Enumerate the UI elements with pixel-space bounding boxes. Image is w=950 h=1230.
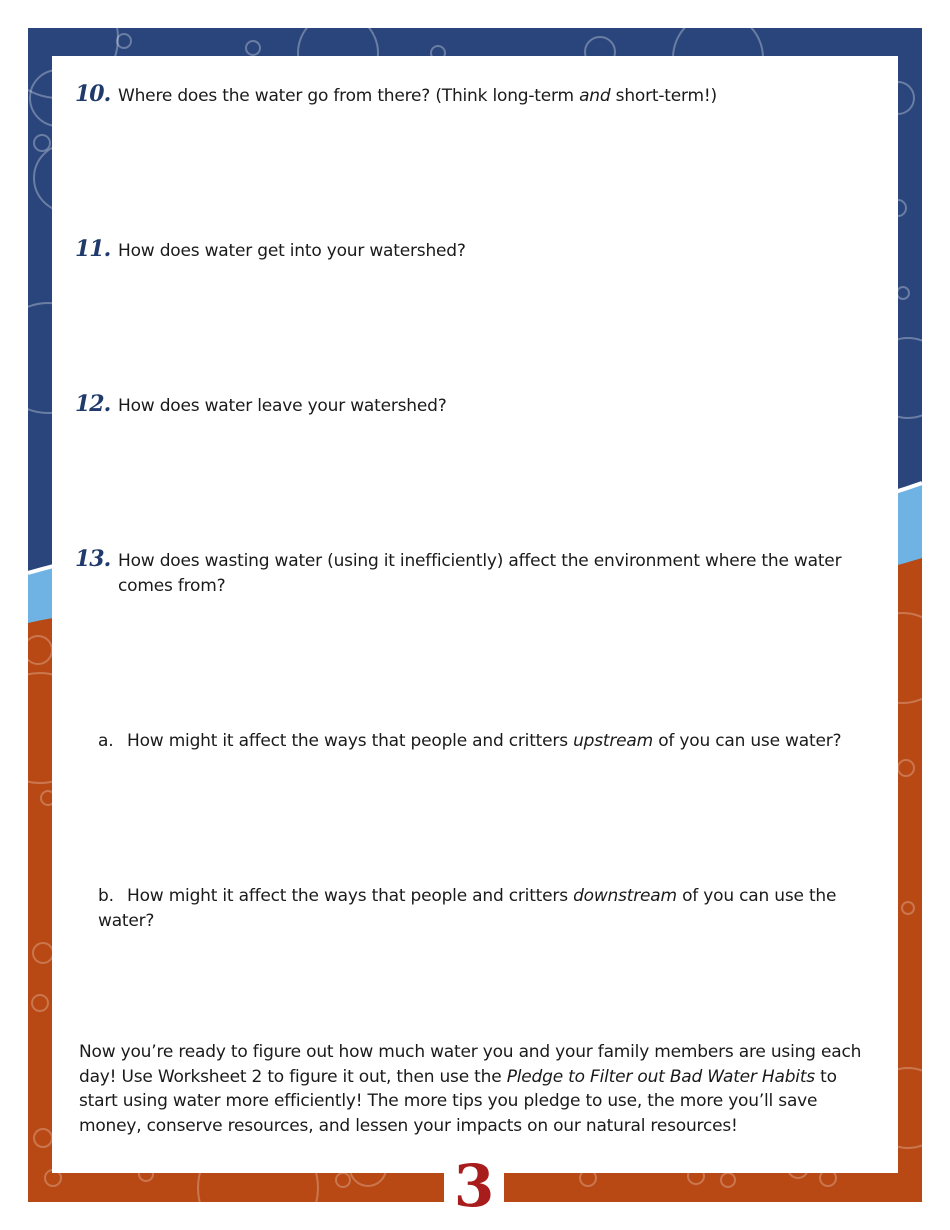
question-number: 11.	[75, 236, 111, 262]
sub-question-text: How might it affect the ways that people and critters upstream of you can use water?	[127, 731, 842, 751]
question-12	[75, 391, 865, 419]
question-text: Where does the water go from there? (Think long-term and short-term!)	[118, 86, 717, 106]
question-text: How does water get into your watershed?	[118, 241, 466, 261]
question-text: How does wasting water (using it inefficiently) affect the environment where the water comes from?	[118, 551, 842, 596]
sub-question-letter: b.	[98, 886, 114, 906]
closing-paragraph: Now you’re ready to figure out how much water you and your family members are using each day! Use Worksheet 2 to figure it out, then use the Pledge to Filter out Bad Water Habits to start using water more efficiently! The more tips you pledge to use, the more you’ll save money, conserve resources, and lessen your impacts on our natural resources!	[79, 1042, 862, 1136]
question-11	[75, 236, 865, 264]
question-number: 12.	[75, 391, 111, 417]
question-number: 10.	[75, 81, 111, 107]
worksheet-page	[52, 56, 898, 1173]
question-10	[75, 81, 865, 109]
sub-question-b	[98, 884, 878, 934]
question-text: How does water leave your watershed?	[118, 396, 447, 416]
question-number: 13.	[75, 546, 111, 572]
sub-question-letter: a.	[98, 731, 114, 751]
sub-question-text: How might it affect the ways that people and critters downstream of you can use the water?	[98, 886, 837, 931]
question-13	[75, 546, 865, 599]
pledge-title: Pledge to Filter out Bad Water Habits	[506, 1066, 815, 1087]
sub-question-a	[98, 729, 878, 754]
page-number: 3	[444, 1152, 504, 1230]
